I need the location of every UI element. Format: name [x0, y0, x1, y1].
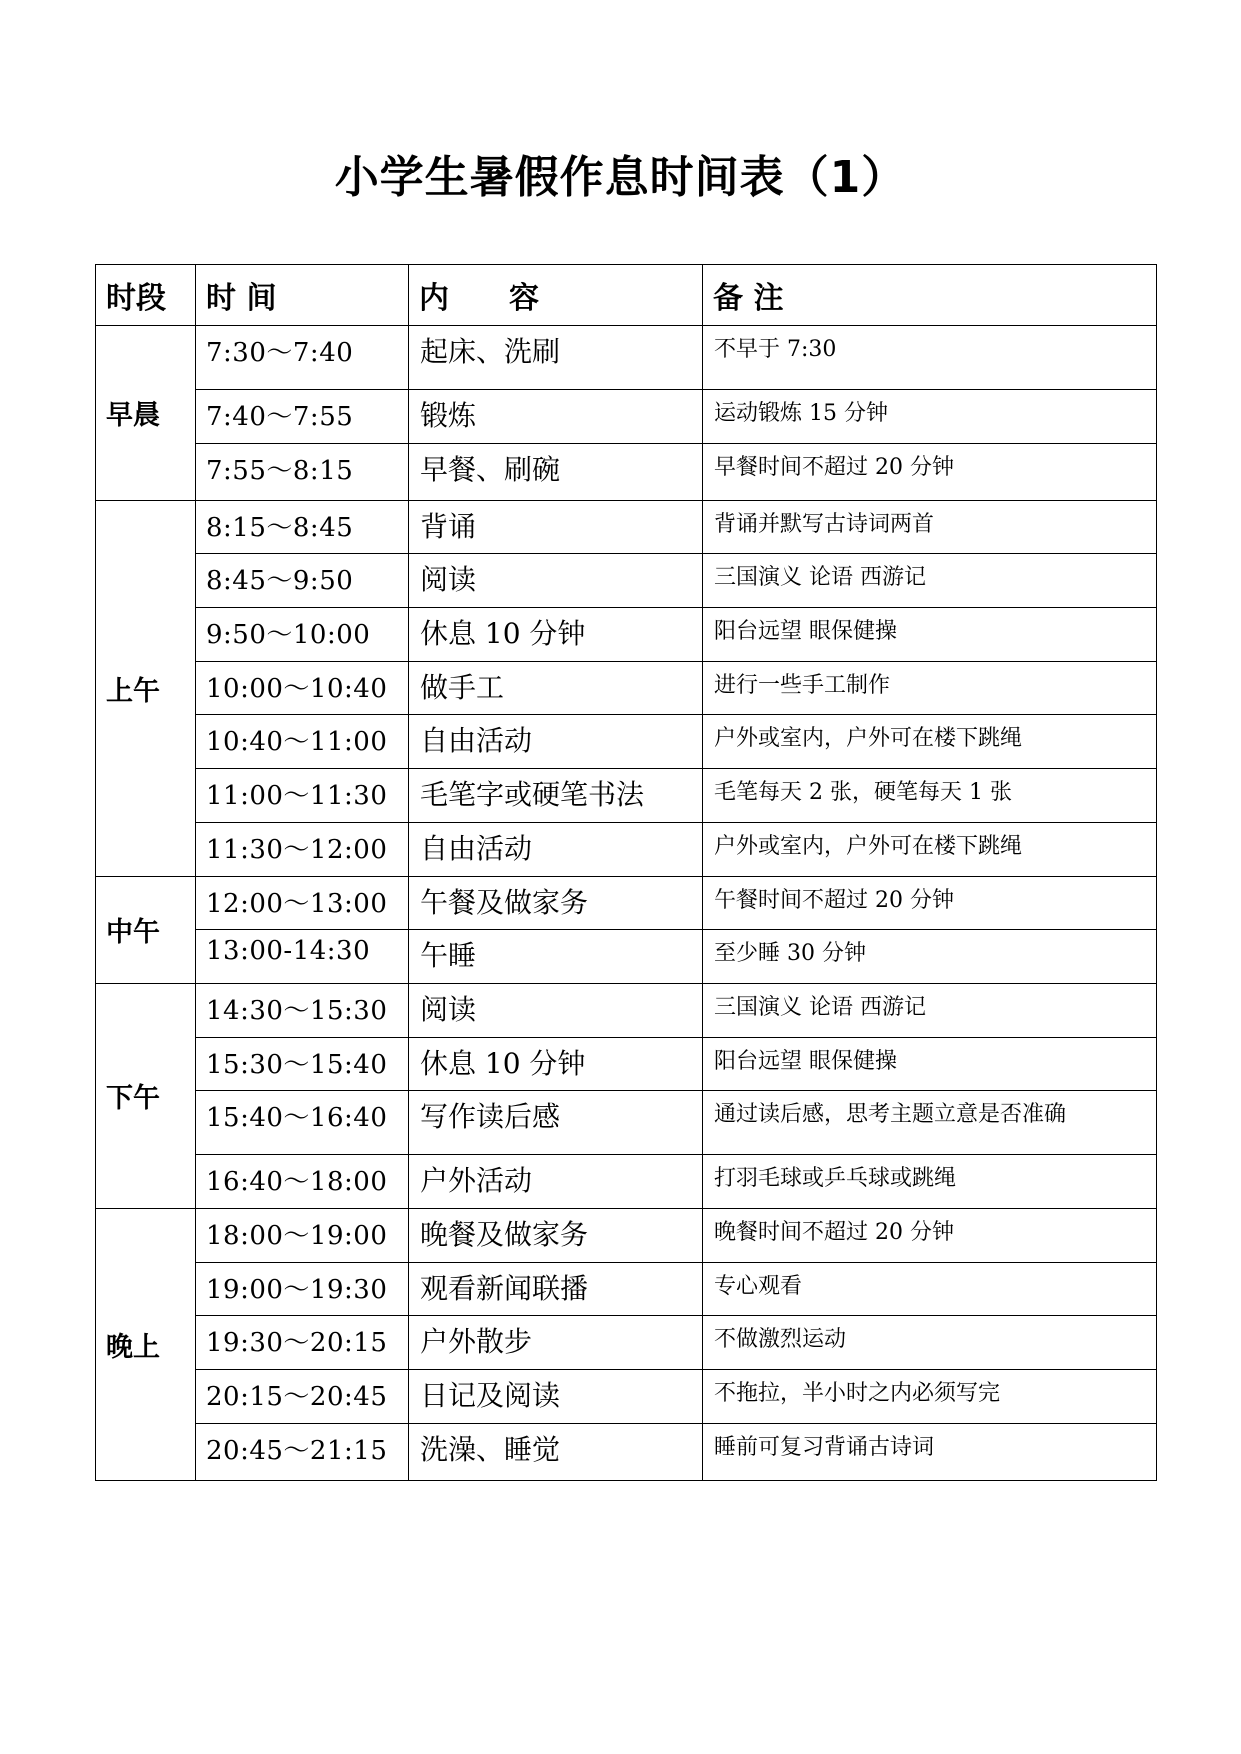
content-cell: 自由活动	[409, 822, 703, 876]
time-cell: 11:00～11:30	[196, 769, 409, 823]
period-cell: 上午	[96, 500, 196, 876]
table-row	[96, 1155, 1157, 1209]
time-cell: 11:30～12:00	[196, 822, 409, 876]
period-cell: 中午	[96, 876, 196, 983]
table-row	[96, 326, 1157, 390]
time-cell: 10:40～11:00	[196, 715, 409, 769]
table-row	[96, 1091, 1157, 1155]
time-cell: 10:00～10:40	[196, 661, 409, 715]
time-cell: 7:30～7:40	[196, 326, 409, 390]
content-cell: 阅读	[409, 554, 703, 608]
time-cell: 19:30～20:15	[196, 1316, 409, 1370]
note-cell: 睡前可复习背诵古诗词	[703, 1423, 1157, 1480]
note-cell: 晚餐时间不超过 20 分钟	[703, 1208, 1157, 1262]
note-cell: 不做激烈运动	[703, 1316, 1157, 1370]
content-cell: 背诵	[409, 500, 703, 554]
time-cell: 15:40～16:40	[196, 1091, 409, 1155]
table-row	[96, 1423, 1157, 1480]
time-cell: 12:00～13:00	[196, 876, 409, 930]
header-time: 时 间	[196, 265, 409, 326]
note-cell: 阳台远望 眼保健操	[703, 1037, 1157, 1091]
table-row	[96, 500, 1157, 554]
note-cell: 背诵并默写古诗词两首	[703, 500, 1157, 554]
note-cell: 运动锻炼 15 分钟	[703, 390, 1157, 444]
note-cell: 三国演义 论语 西游记	[703, 983, 1157, 1037]
header-content: 内 容	[409, 265, 703, 326]
period-cell: 下午	[96, 983, 196, 1208]
table-row	[96, 390, 1157, 444]
time-cell: 20:45～21:15	[196, 1423, 409, 1480]
content-cell: 写作读后感	[409, 1091, 703, 1155]
time-cell: 7:40～7:55	[196, 390, 409, 444]
note-cell: 不拖拉，半小时之内必须写完	[703, 1370, 1157, 1424]
content-cell: 观看新闻联播	[409, 1262, 703, 1316]
content-cell: 做手工	[409, 661, 703, 715]
table-row	[96, 1262, 1157, 1316]
time-cell: 16:40～18:00	[196, 1155, 409, 1209]
content-cell: 休息 10 分钟	[409, 1037, 703, 1091]
note-cell: 户外或室内，户外可在楼下跳绳	[703, 715, 1157, 769]
table-row	[96, 608, 1157, 662]
time-cell: 18:00～19:00	[196, 1208, 409, 1262]
content-cell: 晚餐及做家务	[409, 1208, 703, 1262]
header-note: 备 注	[703, 265, 1157, 326]
table-row	[96, 661, 1157, 715]
table-row	[96, 1370, 1157, 1424]
table-row	[96, 930, 1157, 984]
time-cell: 8:15～8:45	[196, 500, 409, 554]
content-cell: 早餐、刷碗	[409, 443, 703, 500]
note-cell: 阳台远望 眼保健操	[703, 608, 1157, 662]
table-header-row	[96, 265, 1157, 326]
time-cell: 13:00-14:30	[196, 930, 409, 984]
content-cell: 自由活动	[409, 715, 703, 769]
note-cell: 通过读后感，思考主题立意是否准确	[703, 1091, 1157, 1155]
table-row	[96, 554, 1157, 608]
time-cell: 7:55～8:15	[196, 443, 409, 500]
content-cell: 锻炼	[409, 390, 703, 444]
time-cell: 14:30～15:30	[196, 983, 409, 1037]
note-cell: 三国演义 论语 西游记	[703, 554, 1157, 608]
content-cell: 户外活动	[409, 1155, 703, 1209]
note-cell: 户外或室内，户外可在楼下跳绳	[703, 822, 1157, 876]
page-title: 小学生暑假作息时间表（1）	[334, 152, 907, 203]
table-row	[96, 769, 1157, 823]
content-cell: 毛笔字或硬笔书法	[409, 769, 703, 823]
table-row	[96, 443, 1157, 500]
table-row	[96, 1208, 1157, 1262]
content-cell: 午睡	[409, 930, 703, 984]
content-cell: 午餐及做家务	[409, 876, 703, 930]
note-cell: 不早于 7:30	[703, 326, 1157, 390]
note-cell: 午餐时间不超过 20 分钟	[703, 876, 1157, 930]
note-cell: 打羽毛球或乒乓球或跳绳	[703, 1155, 1157, 1209]
header-period: 时段	[96, 265, 196, 326]
period-cell: 早晨	[96, 326, 196, 501]
note-cell: 早餐时间不超过 20 分钟	[703, 443, 1157, 500]
table-row	[96, 822, 1157, 876]
content-cell: 洗澡、睡觉	[409, 1423, 703, 1480]
note-cell: 专心观看	[703, 1262, 1157, 1316]
time-cell: 19:00～19:30	[196, 1262, 409, 1316]
note-cell: 至少睡 30 分钟	[703, 930, 1157, 984]
table-row	[96, 715, 1157, 769]
time-cell: 8:45～9:50	[196, 554, 409, 608]
table-row	[96, 1316, 1157, 1370]
note-cell: 毛笔每天 2 张，硬笔每天 1 张	[703, 769, 1157, 823]
note-cell: 进行一些手工制作	[703, 661, 1157, 715]
period-cell: 晚上	[96, 1208, 196, 1480]
time-cell: 15:30～15:40	[196, 1037, 409, 1091]
time-cell: 9:50～10:00	[196, 608, 409, 662]
content-cell: 起床、洗刷	[409, 326, 703, 390]
schedule-table	[95, 264, 1157, 1481]
content-cell: 阅读	[409, 983, 703, 1037]
content-cell: 户外散步	[409, 1316, 703, 1370]
content-cell: 日记及阅读	[409, 1370, 703, 1424]
table-row	[96, 983, 1157, 1037]
table-row	[96, 876, 1157, 930]
table-row	[96, 1037, 1157, 1091]
time-cell: 20:15～20:45	[196, 1370, 409, 1424]
content-cell: 休息 10 分钟	[409, 608, 703, 662]
